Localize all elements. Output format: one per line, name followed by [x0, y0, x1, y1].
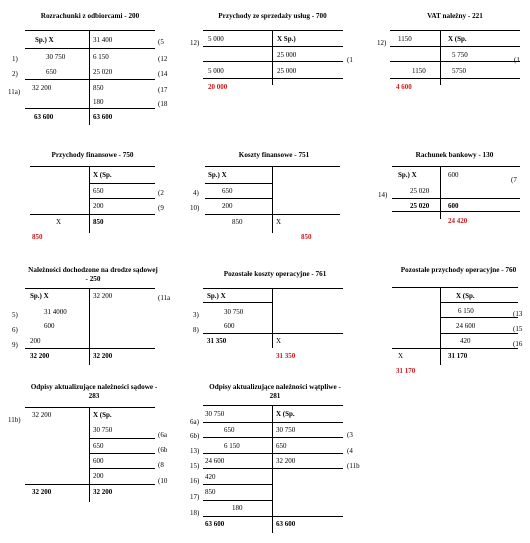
t-line	[25, 407, 155, 408]
row-line	[203, 500, 272, 501]
row-line	[205, 214, 340, 215]
debit-total: 31 350	[207, 337, 227, 345]
t-line	[89, 30, 90, 125]
credit-value: 32 200	[93, 292, 113, 300]
ref: 13)	[190, 447, 200, 455]
credit-header: X (Sp.	[93, 171, 112, 179]
credit-value: 200	[93, 202, 104, 210]
credit-header: X Sp.)	[277, 35, 296, 43]
ref: (11a	[158, 294, 171, 302]
row-line	[392, 198, 520, 199]
balance: 850	[301, 233, 312, 241]
t-line	[272, 405, 273, 533]
ref: (4	[347, 447, 353, 455]
row-line	[89, 198, 155, 199]
credit-value: 24 600	[456, 322, 476, 330]
account-title: Koszty finansowe - 751	[238, 151, 310, 159]
credit-total: 850	[93, 218, 104, 226]
debit-header: Sp.) X	[208, 171, 227, 179]
row-line	[203, 46, 343, 47]
ref: 15)	[190, 462, 200, 470]
credit-value: 30 750	[276, 426, 296, 434]
row-line	[205, 183, 272, 184]
ref: 11a)	[8, 88, 21, 96]
credit-header: X (Sp.	[93, 411, 112, 419]
account-title: Odpisy aktualizujące należności wątpliwe - 281	[209, 383, 341, 400]
debit-total: 63 600	[205, 520, 225, 528]
t-line	[89, 407, 90, 502]
t-line	[30, 166, 155, 167]
credit-value: 25 000	[277, 67, 297, 75]
ref: (6a	[158, 431, 167, 439]
debit-value: 650	[46, 68, 57, 76]
account-title: Przychody ze sprzedaży usług - 700	[218, 12, 327, 20]
debit-value: 25 020	[410, 187, 430, 195]
debit-value: 1150	[398, 35, 412, 43]
row-line	[89, 438, 155, 439]
row-line	[390, 78, 520, 79]
ref: 6a)	[190, 418, 199, 426]
account-title: Odpisy aktualizujące należności sądowe - 283	[30, 383, 158, 400]
row-line	[392, 348, 518, 349]
credit-value: 650	[276, 442, 287, 450]
t-line	[392, 287, 518, 288]
account-title: Pozostałe przychody operacyjne - 760	[400, 266, 517, 274]
ref: (8	[158, 461, 164, 469]
debit-value: 32 200	[32, 411, 52, 419]
credit-value: 5750	[452, 67, 466, 75]
row-line	[89, 453, 155, 454]
t-line	[25, 288, 155, 289]
ref: (7	[511, 176, 517, 184]
ref: 3)	[193, 311, 199, 319]
balance: 24 420	[448, 217, 468, 225]
debit-value: 6 150	[224, 442, 240, 450]
credit-value: 600	[448, 171, 459, 179]
debit-value: 31 4000	[44, 308, 67, 316]
debit-header: Sp.) X	[398, 171, 417, 179]
debit-value: 420	[205, 473, 216, 481]
row-line	[203, 437, 343, 438]
row-line	[25, 108, 155, 109]
credit-header: X (Sp.	[276, 410, 295, 418]
ref: 17)	[190, 493, 200, 501]
ref: 16)	[190, 477, 200, 485]
debit-value: 30 750	[205, 410, 225, 418]
debit-total: 63 600	[34, 113, 54, 121]
credit-total: 31 170	[448, 352, 468, 360]
ref: (13	[513, 310, 523, 318]
t-line	[390, 30, 520, 31]
ref: (12	[158, 55, 168, 63]
debit-total: X	[56, 218, 62, 226]
balance: 31 170	[396, 367, 416, 375]
debit-total: 32 200	[30, 352, 50, 360]
debit-header: Sp.) X	[35, 36, 54, 44]
row-line	[25, 348, 155, 349]
row-line	[203, 61, 343, 62]
ref: 1)	[12, 55, 18, 63]
ref: 8)	[193, 326, 199, 334]
row-line	[390, 61, 520, 62]
row-line	[440, 302, 518, 303]
ref: (6b	[158, 446, 168, 454]
credit-value: 850	[93, 84, 104, 92]
row-line	[203, 484, 272, 485]
credit-total: 32 200	[93, 352, 113, 360]
debit-value: 200	[222, 202, 233, 210]
ref: (3	[347, 431, 353, 439]
credit-total: 600	[448, 202, 459, 210]
t-line	[392, 166, 520, 167]
debit-value: 1150	[412, 67, 426, 75]
account-title: Przychody finansowe - 750	[51, 151, 134, 159]
credit-value: 6 150	[93, 53, 109, 61]
debit-value: 5 000	[208, 67, 224, 75]
ref: (14	[158, 70, 168, 78]
row-line	[89, 468, 155, 469]
ref: (18	[158, 100, 168, 108]
t-line	[440, 287, 441, 365]
row-line	[25, 48, 155, 49]
credit-total: X	[276, 218, 282, 226]
credit-header: X (Sp.	[456, 292, 475, 300]
ref: 6b)	[190, 432, 200, 440]
account-title: VAT należny - 221	[427, 12, 483, 20]
row-line	[203, 78, 343, 79]
account-title: Należności dochodzone na drodze sądowej - 250	[28, 266, 158, 283]
debit-value: 5 000	[208, 35, 224, 43]
t-line	[272, 30, 273, 85]
account-title: Rozrachunki z odbiorcami - 200	[40, 12, 140, 20]
row-line	[203, 468, 343, 469]
ref: 6)	[12, 326, 18, 334]
credit-value: 6 150	[458, 307, 474, 315]
row-line	[440, 333, 518, 334]
ref: 12)	[190, 39, 200, 47]
credit-total: X	[276, 337, 282, 345]
row-line	[390, 46, 520, 47]
debit-total: 850	[232, 218, 243, 226]
ref: (10	[158, 477, 168, 485]
credit-value: 200	[93, 472, 104, 480]
credit-header: X (Sp.	[448, 35, 467, 43]
debit-value: 600	[224, 322, 235, 330]
credit-value: 30 750	[93, 426, 113, 434]
ref: (16	[513, 340, 523, 348]
t-line	[89, 288, 90, 365]
row-line	[25, 79, 155, 80]
t-line	[272, 166, 273, 233]
credit-value: 420	[460, 337, 471, 345]
t-line	[25, 30, 155, 31]
debit-value: 200	[30, 337, 41, 345]
debit-header: Sp.) X	[30, 292, 49, 300]
ref: 9)	[12, 341, 18, 349]
debit-total: 32 200	[32, 488, 52, 496]
row-line	[203, 302, 272, 303]
row-line	[440, 317, 518, 318]
ref: 5)	[12, 311, 18, 319]
balance: 850	[32, 233, 43, 241]
credit-value: 650	[93, 442, 104, 450]
debit-value: 850	[205, 488, 216, 496]
ref: 14)	[378, 191, 388, 199]
credit-value: 25 020	[93, 68, 113, 76]
ref: (5	[158, 38, 164, 46]
debit-value: 30 750	[46, 53, 66, 61]
row-line	[203, 453, 343, 454]
debit-value: 180	[232, 504, 243, 512]
ref: 11b)	[8, 416, 21, 424]
ref: 18)	[190, 509, 200, 517]
t-line	[272, 288, 273, 348]
ref: 12)	[377, 39, 387, 47]
row-line	[89, 183, 155, 184]
debit-value: 32 200	[32, 84, 52, 92]
credit-value: 5 750	[452, 51, 468, 59]
row-line	[30, 214, 155, 215]
debit-value: 650	[224, 426, 235, 434]
credit-value: 600	[93, 457, 104, 465]
row-line	[25, 484, 155, 485]
ref: (2	[158, 189, 164, 197]
row-line	[203, 516, 343, 517]
ref: (15	[513, 325, 523, 333]
row-line	[392, 211, 520, 212]
debit-value: 30 750	[224, 308, 244, 316]
row-line	[203, 333, 343, 334]
credit-total: 63 600	[276, 520, 296, 528]
credit-value: 650	[93, 187, 104, 195]
credit-header: 31 400	[93, 36, 113, 44]
ref: (9	[158, 204, 164, 212]
credit-value: 32 200	[276, 457, 296, 465]
credit-value: 25 000	[277, 51, 297, 59]
ref: 4)	[193, 189, 199, 197]
t-line	[203, 288, 343, 289]
account-title: Pozostałe koszty operacyjne - 761	[223, 270, 327, 278]
t-line	[89, 166, 90, 233]
ref: 2)	[12, 70, 18, 78]
t-line	[440, 30, 441, 85]
ref: (1	[347, 56, 353, 64]
ref: (17	[158, 86, 168, 94]
account-title: Rachunek bankowy - 130	[415, 151, 494, 159]
credit-total: 32 200	[93, 488, 113, 496]
debit-value: 24 600	[205, 457, 225, 465]
t-line	[203, 30, 343, 31]
debit-total: 25 020	[410, 202, 430, 210]
debit-value: 600	[44, 322, 55, 330]
credit-total: 63 600	[93, 113, 113, 121]
balance: 4 600	[396, 83, 412, 91]
t-line	[203, 405, 343, 406]
ref: 10)	[190, 204, 200, 212]
debit-header: Sp.) X	[207, 292, 226, 300]
debit-total: X	[398, 352, 404, 360]
ref: (11b	[347, 462, 360, 470]
credit-value: 180	[93, 98, 104, 106]
ref: (1	[514, 56, 520, 64]
row-line	[203, 422, 343, 423]
row-line	[205, 198, 272, 199]
balance: 20 000	[208, 83, 228, 91]
debit-value: 650	[222, 187, 233, 195]
balance: 31 350	[276, 352, 296, 360]
